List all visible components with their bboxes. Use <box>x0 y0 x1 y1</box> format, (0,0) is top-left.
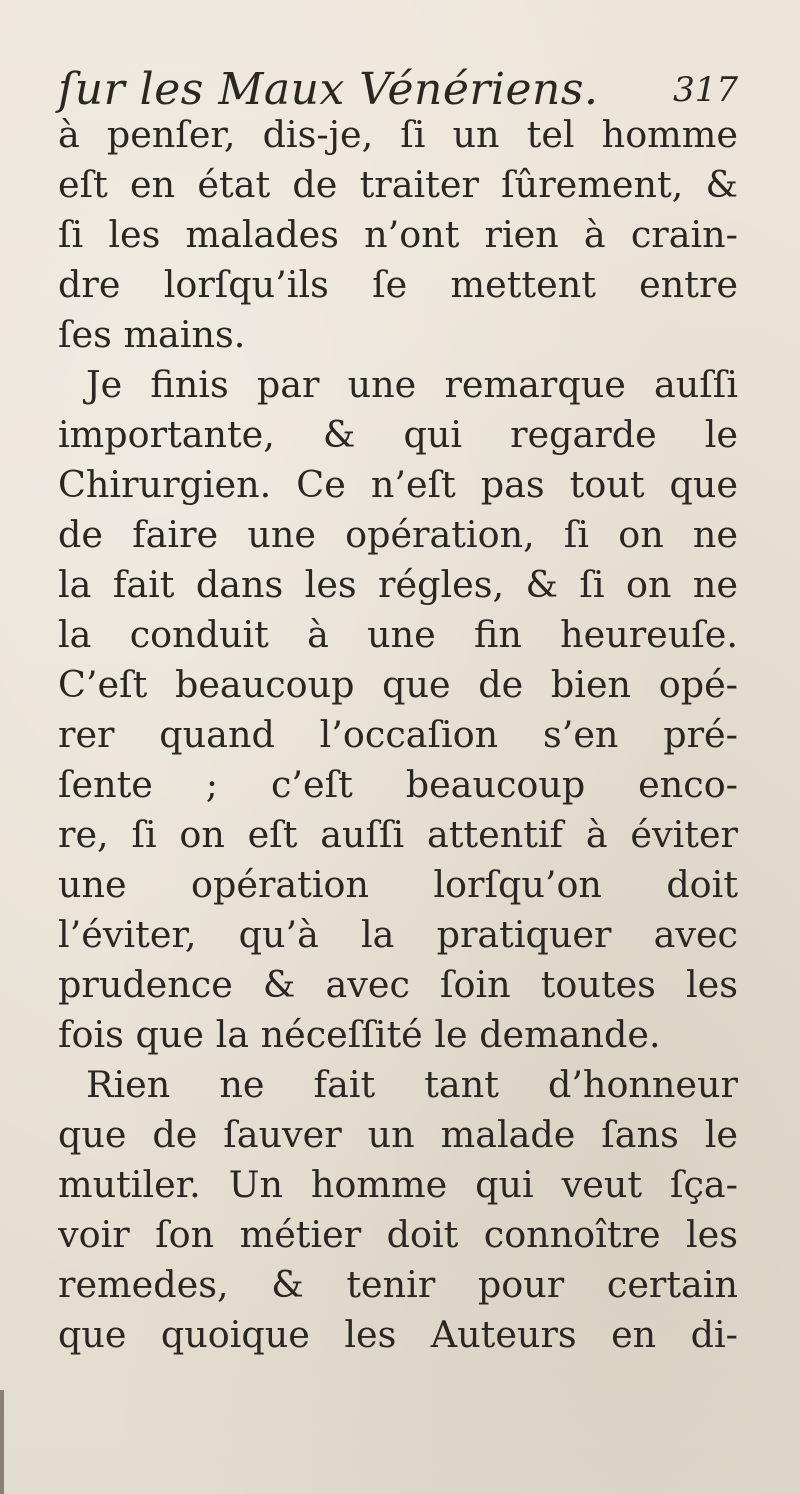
text-line: fois que la néceſſité le demande. <box>58 1013 661 1056</box>
text-line: l’éviter, qu’à la pratiquer avec <box>58 913 738 956</box>
text-line: importante, & qui regarde le <box>58 413 738 456</box>
text-line: re, ſi on eſt auſſi attentif à éviter <box>58 813 738 856</box>
text-line: à penſer, dis-je, ſi un tel homme <box>58 113 738 156</box>
page-number: 317 <box>673 70 738 110</box>
text-line: la conduit à une fin heureuſe. <box>58 613 738 656</box>
page-edge-shadow <box>0 1390 4 1494</box>
text-line: rer quand l’occaſion s’en pré- <box>58 713 738 756</box>
body-text <box>58 110 738 1360</box>
text-line: la fait dans les régles, & ſi on ne <box>58 563 738 606</box>
text-line: mutiler. Un homme qui veut ſça- <box>58 1163 738 1206</box>
text-line: eſt en état de traiter ſûrement, & <box>58 163 738 206</box>
text-line: C’eſt beaucoup que de bien opé- <box>58 663 738 706</box>
text-line: prudence & avec ſoin toutes les <box>58 963 738 1006</box>
text-line: Rien ne fait tant d’honneur <box>86 1063 738 1106</box>
text-line: Je finis par une remarque auſſi <box>86 363 738 406</box>
running-title: ſur les Maux Vénériens. <box>58 64 599 115</box>
text-line: dre lorſqu’ils ſe mettent entre <box>58 263 738 306</box>
text-line: voir ſon métier doit connoître les <box>58 1213 738 1256</box>
text-line: ſente ; c’eſt beaucoup enco- <box>58 763 738 806</box>
text-line: une opération lorſqu’on doit <box>58 863 738 906</box>
text-line: que quoique les Auteurs en di- <box>58 1313 738 1356</box>
text-line: que de ſauver un malade ſans le <box>58 1113 738 1156</box>
text-line: de faire une opération, ſi on ne <box>58 513 738 556</box>
text-line: ſes mains. <box>58 313 246 356</box>
text-line: ſi les malades n’ont rien à crain- <box>58 213 738 256</box>
text-line: Chirurgien. Ce n’eſt pas tout que <box>58 463 738 506</box>
text-line: remedes, & tenir pour certain <box>58 1263 738 1306</box>
